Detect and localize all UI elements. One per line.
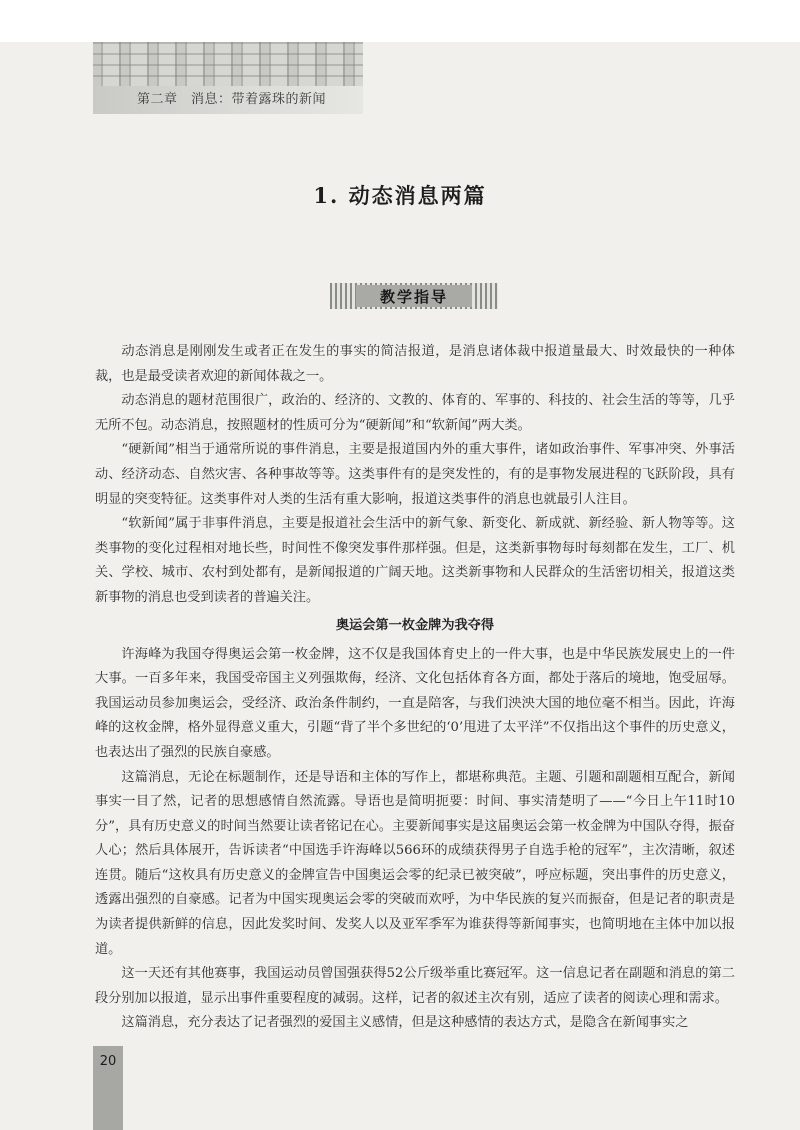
page-number: 20: [99, 1054, 117, 1069]
paragraph: “软新闻”属于非事件消息，主要是报道社会生活中的新气象、新变化、新成就、新经验、新人物等等。这类事物的变化过程相对地长些，时间性不像突发事件那样强。但是，这类新事物每时每刻都在发生，工厂、机关、学校、城市、农村到处都有，是新闻报道的广阔天地。这类新事物和人民群众的生活密切相关，报道这类新事物的消息也受到读者的普遍关注。: [95, 516, 735, 605]
paragraph: 动态消息是刚刚发生或者正在发生的事实的简洁报道，是消息诸体裁中报道量最大、时效最快的一种体裁，也是最受读者欢迎的新闻体裁之一。: [95, 344, 735, 384]
subheading: 奥运会第一枚金牌为我夺得: [335, 617, 495, 633]
section-banner: [330, 283, 498, 309]
paragraph: 许海峰为我国夺得奥运会第一枚金牌，这不仅是我国体育史上的一件大事，也是中华民族发展史上的一件大事。一百多年来，我国受帝国主义列强欺侮，经济、文化包括体育各方面，都处于落后的境地，饱受屈辱。我国运动员参加奥运会，受经济、政治条件制约，一直是陪客，与我们泱泱大国的地位毫不相当。因此，许海峰的这枚金牌，格外显得意义重大，引题“背了半个多世纪的‘0’甩进了太平洋”不仅指出这个事件的历史意义，也表达出了强烈的民族自豪感。: [95, 646, 735, 760]
chapter-title: 第二章 消息：带着露珠的新闻: [137, 92, 327, 107]
paragraph: “硬新闻”相当于通常所说的事件消息，主要是报道国内外的重大事件，诸如政治事件、军事冲突、外事活动、经济动态、自然灾害、各种事故等等。这类事件有的是突发性的，有的是事物发展进程的飞跃阶段，具有明显的突变特征。这类事件对人类的生活有重大影响，报道这类事件的消息也就最引人注目。: [95, 442, 735, 507]
body-text: [95, 340, 735, 1036]
page-top-margin: [0, 0, 800, 42]
article-title: 1. 动态消息两篇: [313, 183, 487, 208]
paragraph: 这篇消息，无论在标题制作，还是导语和主体的写作上，都堪称典范。主题、引题和副题相互配合，新闻事实一目了然，记者的思想感情自然流露。导语也是简明扼要：时间、事实清楚明了——“今日上午11时10分”，具有历史意义的时间当然要让读者铭记在心。主要新闻事实是这届奥运会第一枚金牌为中国队夺得，振奋人心；然后具体展开，告诉读者“中国选手许海峰以566环的成绩获得男子自选手枪的冠军”，主次清晰，叙述连贯。随后“这枚具有历史意义的金牌宣告中国奥运会零的纪录已被突破”，呼应标题，突出事件的历史意义，透露出强烈的自豪感。记者为中国实现奥运会零的突破而欢呼，为中华民族的复兴而振奋，但是记者的职责是为读者提供新鲜的信息，因此发奖时间、发奖人以及亚军季军为谁获得等新闻事实，也简明地在主体中加以报道。: [95, 769, 735, 957]
paragraph: 这篇消息，充分表达了记者强烈的爱国主义感情，但是这种感情的表达方式，是隐含在新闻事实之: [121, 1015, 689, 1031]
paragraph: 动态消息的题材范围很广，政治的、经济的、文教的、体育的、军事的、科技的、社会生活的等等，几乎无所不包。动态消息，按照题材的性质可分为“硬新闻”和“软新闻”两大类。: [95, 393, 735, 433]
paragraph: 这一天还有其他赛事，我国运动员曾国强获得52公斤级举重比赛冠军。这一信息记者在副题和消息的第二段分别加以报道，显示出事件重要程度的减弱。这样，记者的叙述主次有别，适应了读者的阅读心理和需求。: [95, 966, 735, 1006]
section-banner-label: 教学指导: [356, 285, 472, 307]
